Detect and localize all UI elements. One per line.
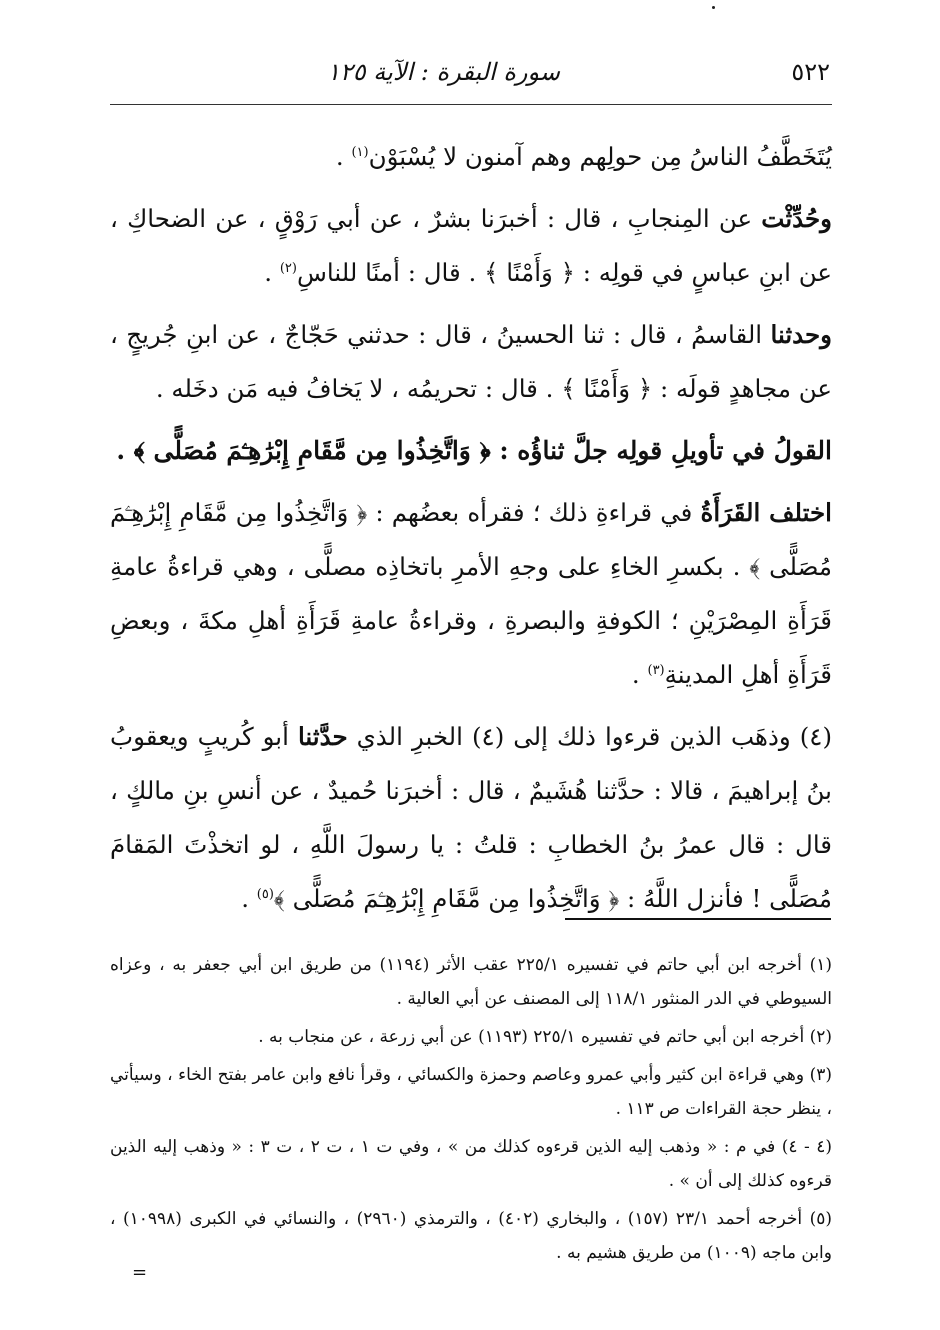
footnote-rule [565, 918, 831, 920]
paragraph: وحُدِّثْت عن المِنجابِ ، قال : أخبرَنا بشرٌ ، عن أبي رَوْقٍ ، عن الضحاكِ ، عن ابنِ عباسٍ في قولِه : ﴿ وَأَمْنًا ﴾ . قال : أمنًا للناسِ$^{(٢)}$ . [110, 204, 832, 287]
main-text [110, 130, 832, 934]
footnotes [110, 948, 832, 1274]
footnote-ref: (١) [351, 144, 369, 160]
page-speck [712, 6, 715, 9]
footnote: (٢) أخرجه ابن أبي حاتم في تفسيره ٢٢٥/١ (١١٩٣) عن أبي زرعة ، عن منجاب به . [258, 1027, 832, 1047]
header-rule [110, 104, 832, 105]
running-title: سورة البقرة : الآية ١٢٥ [326, 58, 560, 86]
footnote-ref: (٢) [279, 260, 297, 276]
footnote-ref: (٥) [256, 886, 274, 902]
footnote: (١) أخرجه ابن أبي حاتم في تفسيره ٢٢٥/١ عقب الأثر (١١٩٤) من طريق ابن أبي جعفر به ، وعزاه السيوطي في الدر المنثور ١١٨/١ إلى المصنف عن أبي العالية . [110, 955, 833, 1009]
page-number: ٥٢٢ [791, 58, 830, 86]
footnote: (٥) أخرجه أحمد ٢٣/١ (١٥٧) ، والبخاري (٤٠٢) ، والترمذي (٢٩٦٠) ، والنسائي في الكبرى (١٠٩٩٨) ، وابن ماجه (١٠٠٩) من طريق هشيم به . [110, 1209, 833, 1263]
paragraph: يُتَخَطَّفُ الناسُ مِن حولِهم وهم آمنون لا يُسْبَوْن$^{(١)}$ . [335, 142, 832, 171]
paragraph: (٤) وذهَب الذين قرءوا ذلك إلى (٤) الخبرِ الذي حدَّثنا أبو كُريبٍ ويعقوبُ بنُ إبراهيمَ ، قالا : حدَّثنا هُشَيمٌ ، قال : أخبرَنا حُميدٌ ، عن أنسِ بنِ مالكٍ ، قال : قال عمرُ بنُ الخطابِ : قلتُ : يا رسولَ اللَّهِ ، لو اتخذْتَ المَقامَ مُصَلًّى ! فأنزل اللَّهُ : ﴿ وَاتَّخِذُوا مِن مَّقَامِ إِبْرَٰهِـۧمَ مُصَلًّى ﴾$^{(٥)}$ . [110, 722, 832, 913]
paragraph: وحدثنا القاسمُ ، قال : ثنا الحسينُ ، قال : حدثني حَجّاجٌ ، عن ابنِ جُريجٍ ، عن مجاهدٍ قولَه : ﴿ وَأَمْنًا ﴾ . قال : تحريمُه ، لا يَخافُ فيه مَن دخَله . [110, 320, 832, 403]
page-header [110, 58, 830, 98]
section-heading: القولُ في تأويلِ قولِه جلَّ ثناؤُه : ﴿ وَاتَّخِذُوا مِن مَّقَامِ إِبْرَٰهِـۧمَ مُصَلًّى ﴾ . [116, 436, 832, 465]
footnote: (٤ - ٤) في م : « وذهب إليه الذين قرءوه كذلك من » ، وفي ت ١ ، ت ٢ ، ت ٣ : « وذهب إليه الذين قرءوه كذلك إلى أن » . [110, 1137, 833, 1191]
footnote-ref: (٣) [647, 662, 665, 678]
paragraph: اختلف القَرَأَةُ في قراءةِ ذلك ؛ فقرأه بعضُهم : ﴿ وَاتَّخِذُوا مِن مَّقَامِ إِبْرَٰهِـۧمَ مُصَلًّى ﴾ . بكسرِ الخاءِ على وجهِ الأمرِ باتخاذِه مصلًّى ، وهي قراءةُ عامةِ قَرَأَةِ المِصْرَيْنِ ؛ الكوفةِ والبصرةِ ، وقراءةُ عامةِ قَرَأَةِ أهلِ مكةَ ، وبعضِ قَرَأَةِ أهلِ المدينةِ$^{(٣)}$ . [110, 498, 832, 689]
footnote: (٣) وهي قراءة ابن كثير وأبي عمرو وعاصم وحمزة والكسائي ، وقرأ نافع وابن عامر بفتح الخاء ، وسيأتي ، ينظر حجة القراءات ص ١١٣ . [110, 1065, 832, 1119]
continuation-mark: = [132, 1262, 148, 1283]
